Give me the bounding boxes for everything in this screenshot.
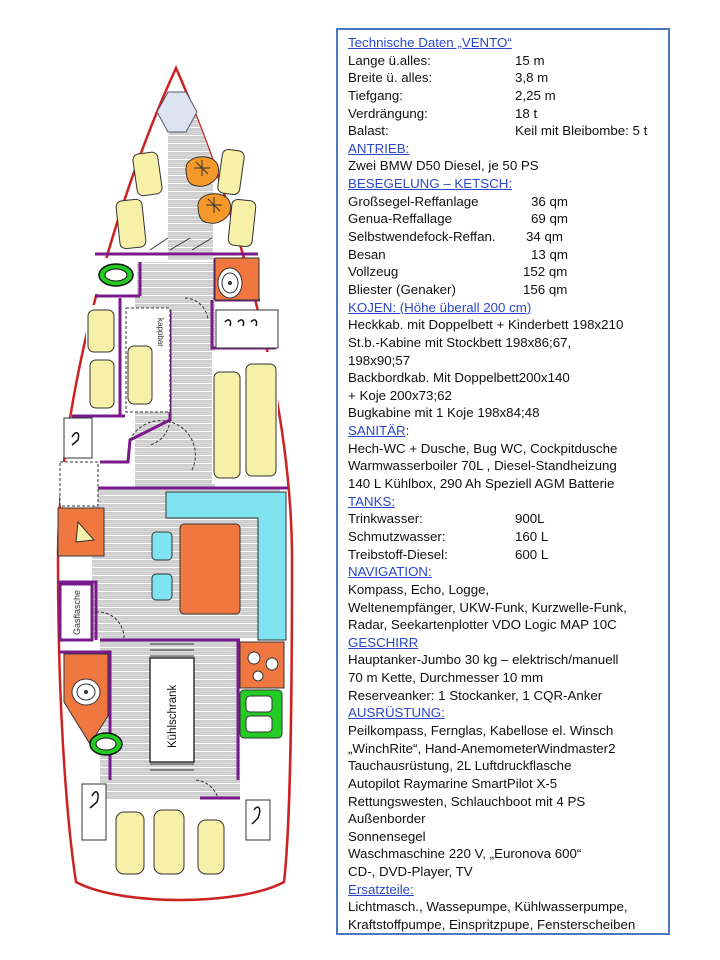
ausruestung-line: Waschmaschine 220 V, „Euronova 600“ [348,846,582,862]
double-sink-icon [240,690,282,738]
nav-table [58,508,104,556]
spec-row [348,528,660,546]
kojen-line: 198x90;57 [348,352,411,368]
kojen-line: + Koje 200x73;62 [348,387,452,403]
spec-label: Balast: [348,123,389,139]
spec-value: 13 qm [531,246,568,262]
spec-label: Vollzeug [348,264,399,280]
ausruestung-line: Tauchausrüstung, 2L Luftdruckflasche [348,758,572,774]
kojen-line: Backbordkab. Mit Doppelbett200x140 [348,370,570,386]
spec-row [348,246,660,264]
spec-value: 156 qm [523,281,568,297]
spec-row [348,52,660,70]
sanitaer-line: Warmwasserboiler 70L , Diesel-Standheizung [348,458,617,474]
spec-value: 900L [515,511,545,527]
spec-value: 160 L [515,528,549,544]
ersatzteile-line: Lichtmasch., Wassepumpe, Kühlwasserpumpe, [348,899,628,915]
navigation-line: Weltenempfänger, UKW-Funk, Kurzwelle-Funk, [348,599,627,615]
ausruestung-line: Peilkompass, Fernglas, Kabellose el. Winsch [348,722,614,738]
spec-row [348,281,660,299]
spec-label: Besan [348,246,386,262]
spec-row [348,228,660,246]
sink-icon [72,679,100,705]
ausruestung-line: „WinchRite“, Hand-AnemometerWindmaster2 [348,740,616,756]
spec-label: Breite ü. alles: [348,70,433,86]
spec-row [348,122,660,140]
kojen-heading: KOJEN: (Höhe überall 200 cm) [348,299,532,315]
spec-value: 36 qm [531,193,568,209]
gasflasche-label: Gasflasche [72,589,82,635]
ersatzteile-line: Kraftstoffpumpe, Einspritzpupe, Fensterscheiben [348,917,636,933]
sanitaer-line: Hech-WC + Dusche, Bug WC, Cockpitdusche [348,440,618,456]
spec-value: 34 qm [526,229,563,245]
antrieb-heading: ANTRIEB: [348,140,410,156]
tanks-specs [348,510,660,563]
spec-value: 18 t [515,105,538,121]
spec-label: Schmutzwasser: [348,528,446,544]
besegelung-heading: BESEGELUNG – KETSCH: [348,176,513,192]
spec-label: Treibstoff-Diesel: [348,546,448,562]
geschirr-line: 70 m Kette, Durchmesser 10 mm [348,670,544,686]
ersatzteile-heading: Ersatzteile: [348,881,414,897]
spec-value: 600 L [515,546,549,562]
antrieb-text: Zwei BMW D50 Diesel, je 50 PS [348,158,539,174]
spec-row [348,87,660,105]
port-locker [60,462,98,506]
kojen-line: Bugkabine mit 1 Koje 198x84;48 [348,405,540,421]
starboard-bunks [212,310,278,484]
spec-label: Großsegel-Reffanlage [348,193,479,209]
spec-row [348,263,660,281]
sink-icon [215,258,259,300]
tanks-heading: TANKS: [348,493,396,509]
navigation-heading: NAVIGATION: [348,564,432,580]
spec-sheet [336,28,670,935]
spec-row [348,193,660,211]
kojen-line: St.b.-Kabine mit Stockbett 198x86;67, [348,334,572,350]
spec-value: 69 qm [531,211,568,227]
spec-label: Verdrängung: [348,105,428,121]
spec-row [348,510,660,528]
spec-label: Selbstwendefock-Reffan. [348,229,496,245]
spec-value: 15 m [515,52,545,68]
ausruestung-line: Rettungswesten, Schlauchboot mit 4 PS [348,793,586,809]
spec-row [348,210,660,228]
spec-row [348,546,660,564]
ausruestung-heading: AUSRÜSTUNG: [348,705,445,721]
sanitaer-heading-wrap: SANITÄR: [348,423,410,439]
geschirr-line: Hauptanker-Jumbo 30 kg – elektrisch/manuell [348,652,619,668]
spec-value: 152 qm [523,264,568,280]
ausruestung-line: CD-, DVD-Player, TV [348,864,473,880]
navigation-line: Radar, Seekartenplotter VDO Logic MAP 10C [348,617,617,633]
besegelung-specs [348,193,660,299]
geschirr-line: Reserveanker: 1 Stockanker, 1 CQR-Anker [348,687,603,703]
geschirr-heading: GESCHIRR [348,634,419,650]
ausruestung-line: Außenborder [348,811,426,827]
sanitaer-heading: SANITÄR [348,423,406,439]
spec-label: Trinkwasser: [348,511,423,527]
spec-row [348,105,660,123]
toilet-icon [90,733,122,755]
navigation-line: Kompass, Echo, Logge, [348,581,490,597]
spec-value: Keil mit Bleibombe: 5 t [515,123,648,139]
spec-label: Bliester (Genaker) [348,281,456,297]
kojen-line: Heckkab. mit Doppelbett + Kinderbett 198x210 [348,317,624,333]
toilet-icon [95,258,137,294]
port-head [64,418,92,458]
general-specs [348,52,660,140]
spec-label: Lange ü.alles: [348,52,431,68]
ausruestung-line: Sonnensegel [348,828,426,844]
saloon-table [180,524,240,614]
spec-value: 2,25 m [515,87,556,103]
spec-title: Technische Daten „VENTO“ [348,35,512,50]
spec-label: Tiefgang: [348,87,403,103]
kuehlschrank-label: Kühlschrank [167,684,179,748]
stove-icon [240,642,284,688]
spec-row [348,69,660,87]
ausruestung-line: Autopilot Raymarine SmartPilot X-5 [348,775,558,791]
boat-floor-plan [0,0,330,960]
kappbar-label: kappbar [156,318,165,347]
spec-value: 3,8 m [515,70,549,86]
sanitaer-line: 140 L Kühlbox, 290 Ah Speziell AGM Batterie [348,476,615,492]
spec-label: Genua-Reffallage [348,211,452,227]
